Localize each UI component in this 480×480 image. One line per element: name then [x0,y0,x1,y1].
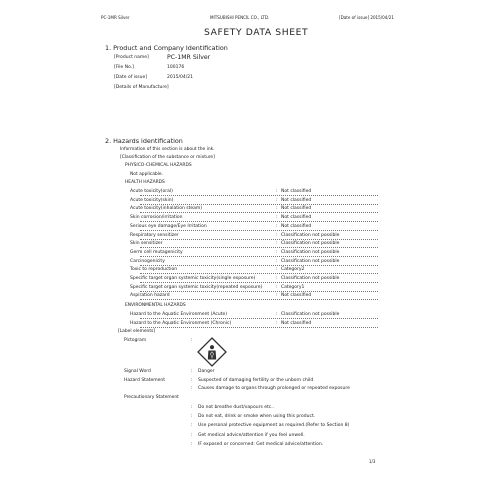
health-hazard-row [0,284,480,292]
health-hazard-value: Category1 [281,284,305,290]
document-title: SAFETY DATA SHEET [204,27,309,38]
health-hazard-row [0,197,480,205]
file-no-value: 100176 [167,65,185,70]
health-hazard-label: Respiratory sensitizer [130,232,179,238]
health-hazard-row [0,266,480,274]
health-hazard-value: Not classified [281,223,312,229]
environmental-hazard-row [0,311,480,319]
precautionary-statement-row [191,441,401,449]
physico-heading: PHYSICO-CHEMICAL HAZARDS [125,163,192,168]
precautionary-statement-colon: : [191,432,193,438]
health-hazard-row [0,275,480,283]
health-hazard-label: Acute toxicity(inhalation steam) [130,206,203,212]
section-2-heading: 2. Hazards identification [105,137,183,145]
health-hazard-value: Classification not possible [281,241,340,247]
hazard-statement-colon-2: : [191,386,193,391]
health-hazard-label: Germ cell mutagenicity [130,249,183,255]
health-hazard-label: Carcinogenicity [130,258,165,264]
environmental-hazard-label: Hazard to the Aquatic Environment (Acute) [130,312,228,317]
signal-word-row [124,368,384,376]
header-company: MITSUBISHI PENCIL CO., LTD. [210,15,270,20]
health-hazard-value: Category2 [281,267,305,273]
label-elements-heading: [Label elements] [118,329,156,334]
health-hazard-label: Specific target organ systemic toxicity(repeated exposure) [130,284,263,290]
health-hazard-colon: : [276,293,278,299]
health-hazard-label: Acute toxicity(oral) [130,189,173,194]
manufacture-row [114,84,354,92]
environmental-heading: ENVIRONMENTAL HAZARDS [125,303,186,308]
health-hazard-label: Acute toxicity(skin) [130,197,174,203]
health-hazard-row [0,240,480,248]
precautionary-statement-row [191,413,401,421]
product-name-row [114,54,354,62]
hazard-statement-row-2 [124,385,384,393]
signal-word-value: Danger [198,369,215,374]
health-hazard-colon: : [276,215,278,221]
manufacture-label: [Details of Manufacture] [114,85,169,90]
health-hazard-row [0,223,480,231]
health-hazard-label: Skin sensitizer [130,241,163,247]
file-no-row [114,64,354,72]
precautionary-statement-colon: : [191,441,193,447]
environmental-hazard-colon: : [276,312,278,317]
hazard-statement-row [124,377,384,385]
health-hazard-value: Classification not possible [281,249,340,255]
precautionary-statement: IF exposed or concerned: Get medical advice/attention. [198,441,324,447]
health-hazard-label: Serious eye damage/Eye Irritation [130,223,207,229]
precautionary-statement-row [191,432,401,440]
date-issue-label: [Date of issue] [114,75,148,80]
health-hazard-row [0,205,480,213]
hazard-statement-label: Hazard Statement [124,378,165,383]
precautionary-statement-row [191,404,401,412]
health-hazard-colon: : [276,241,278,247]
precautionary-label: Precautionary Statement [124,395,179,400]
hazard-statement-1: Suspected of damaging fertility or the unborn child [198,378,314,383]
environmental-hazard-value: Classification not possible [281,312,340,317]
health-hazard-colon: : [276,284,278,290]
precautionary-statement-colon: : [191,414,193,420]
health-hazard-label: Toxic to reproduction [130,267,178,273]
health-hazard-value: Classification not possible [281,232,340,238]
hazard-statement-2: Causes damage to organs through prolonged or repeated exposure [198,386,350,391]
health-hazard-colon: : [276,223,278,229]
health-hazard-value: Not classified [281,197,312,203]
pictogram-colon: : [191,338,193,343]
health-hazard-row [0,214,480,222]
health-hazard-colon: : [276,249,278,255]
health-hazard-row [0,232,480,240]
pictogram-label: Pictogram [124,338,147,343]
environmental-hazard-row [0,320,480,328]
physico-not-applicable: Not applicable. [130,172,164,177]
date-issue-value: 2015/04/21 [167,75,193,80]
page-number: 1/3 [369,459,376,464]
health-hazard-colon: : [276,276,278,281]
health-hazard-colon: : [276,206,278,212]
section-1-heading: 1. Product and Company Identification [105,44,228,52]
signal-word-colon: : [191,369,193,374]
health-hazard-colon: : [276,189,278,194]
health-hazard-row [0,249,480,257]
product-name-value: PC-1MR Silver [167,54,211,61]
product-name-label: [Product name] [114,55,149,60]
precautionary-statement-row [191,422,401,430]
precautionary-statement: Get medical advice/attention if you feel unwell. [198,432,305,438]
health-hazard-value: Not classified [281,189,312,194]
health-hazard-colon: : [276,197,278,203]
hazard-statement-colon: : [191,378,193,383]
health-hazard-value: Not classified [281,206,312,212]
health-hazard-value: Classification not possible [281,258,340,264]
health-hazard-icon [197,337,227,367]
health-hazard-row [0,292,480,300]
health-hazard-row-divider [140,299,378,300]
environmental-hazard-value: Not classified [281,320,312,326]
precautionary-statement: Do not breathe dust/vapours etc.. [198,405,275,410]
environmental-hazard-colon: : [276,320,278,326]
file-no-label: [File No.] [114,65,134,70]
precautionary-statement: Use personal protective equipment as required.(Refer to Section 8) [198,423,350,429]
health-hazard-label: Specific target organ systemic toxicity(single exposure) [130,276,256,281]
health-hazard-colon: : [276,258,278,264]
header-product: PC-1MR Silver [101,15,130,20]
signal-word-label: Signal Word [124,369,151,374]
date-issue-row [114,74,354,82]
precautionary-statement-colon: : [191,423,193,429]
health-hazard-value: Not classified [281,215,312,221]
section-2-info: Information of this section is about the ink. [120,147,215,152]
health-hazard-value: Classification not possible [281,276,340,281]
health-hazard-value: Not classified [281,293,312,299]
header-date: [Date of issue] 2015/04/21 [339,15,394,20]
health-hazard-colon: : [276,232,278,238]
health-hazard-row [0,258,480,266]
health-hazard-label: Aspiration hazard [130,293,170,299]
classification-label: [Classification of the substance or mixture] [120,155,215,160]
precautionary-statement: Do not eat, drink or smoke when using this product. [198,414,316,420]
health-hazard-row [0,188,480,196]
health-heading: HEALTH HAZARDS [125,180,165,185]
environmental-hazard-label: Hazard to the Aquatic Environment (Chronic) [130,320,232,326]
health-hazard-label: Skin corrosion/irritation [130,215,183,221]
health-hazard-colon: : [276,267,278,273]
precautionary-statement-colon: : [191,405,193,410]
